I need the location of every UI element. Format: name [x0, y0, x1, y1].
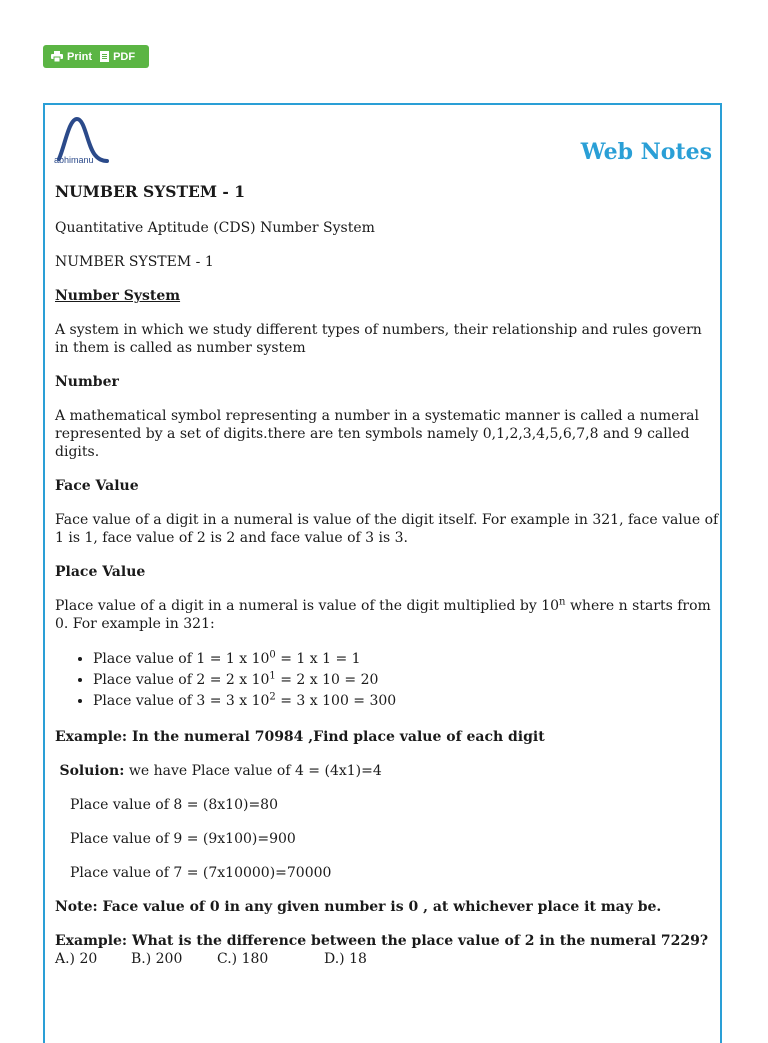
printer-icon: [51, 51, 63, 62]
pdf-label: PDF: [113, 50, 136, 63]
list-item: • Place value of 3 = 3 x $10^2 = 3$ x 100 = 300: [93, 691, 719, 712]
pdf-document-icon: [100, 51, 109, 62]
list-item: • Place value of 1 = 1 x $10^0 = 1$ x 1 = 1: [93, 649, 719, 670]
print-segment[interactable]: [43, 51, 92, 63]
option-a: A.) 20: [55, 951, 98, 967]
note: Note: Face value of 0 in any given number is 0 , at whichever place it may be.: [55, 899, 662, 915]
logo-text: abhimanu: [54, 155, 94, 165]
example-2: Example: What is the difference between the place value of 2 in the numeral 7229?: [55, 933, 709, 949]
web-notes-heading: Web Notes: [580, 139, 712, 165]
heading-number-system: Number System: [55, 288, 181, 304]
list-item: • Place value of 2 = 2 x $10^1 = 2$ x 10 = 20: [93, 670, 719, 691]
option-c: C.) 180: [217, 951, 269, 967]
heading-place-value: Place Value: [55, 564, 146, 580]
option-d: D.) 18: [324, 951, 367, 967]
subtitle: Quantitative Aptitude (CDS) Number System: [55, 220, 375, 236]
place-value-list: [55, 649, 719, 712]
pdf-segment[interactable]: [92, 51, 135, 63]
solution-line: Soluion: we have Place value of 4 = (4x1)=4: [59, 763, 382, 779]
paragraph-number: A mathematical symbol representing a number in a systematic manner is called a numeral represented by a set of digits.there are ten symbols namely 0,1,2,3,4,5,6,7,8 and 9 called digits.: [55, 408, 699, 460]
print-label: Print: [67, 50, 93, 63]
heading-number: Number: [55, 374, 119, 390]
example-1: Example: In the numeral 70984 ,Find place value of each digit: [55, 729, 545, 745]
answer-options: [55, 950, 719, 968]
subtitle-2: NUMBER SYSTEM - 1: [55, 254, 214, 270]
web-notes-card: [43, 103, 722, 1043]
paragraph-face-value: Face value of a digit in a numeral is value of the digit itself. For example in 321, face value of 1 is 1, face value of 2 is 2 and face value of 3 is 3.: [55, 512, 719, 546]
place-value-7: Place value of 7 = (7x10000)=70000: [70, 865, 332, 881]
place-value-8: Place value of 8 = (8x10)=80: [70, 797, 278, 813]
option-b: B.) 200: [131, 951, 183, 967]
paragraph-place-value: Place value of a digit in a numeral is value of the digit multiplied by 10$^n$ where n starts from 0. For example in 321:: [55, 596, 711, 632]
document-content: [55, 183, 719, 968]
heading-face-value: Face Value: [55, 478, 139, 494]
print-pdf-button[interactable]: [43, 45, 149, 68]
place-value-9: Place value of 9 = (9x100)=900: [70, 831, 296, 847]
page-title: NUMBER SYSTEM - 1: [55, 182, 246, 201]
paragraph-number-system: A system in which we study different types of numbers, their relationship and rules govern in them is called as number system: [55, 322, 702, 356]
